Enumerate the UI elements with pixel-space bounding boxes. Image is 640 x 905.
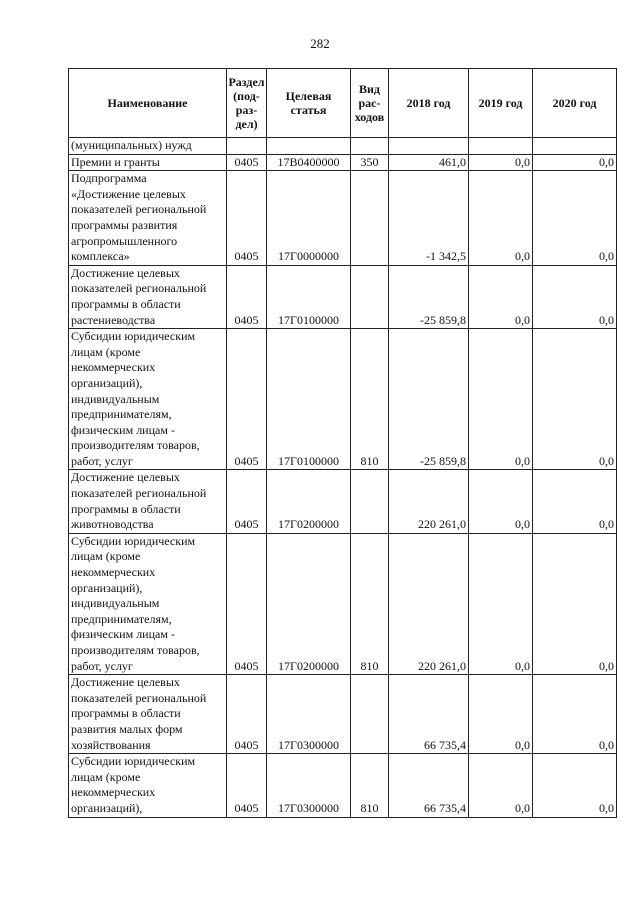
- header-target: Целевая статья: [267, 69, 351, 138]
- header-2019: 2019 год: [469, 69, 533, 138]
- table-row: [69, 754, 617, 817]
- row-section: 0405: [227, 533, 267, 674]
- table-row: [69, 675, 617, 754]
- row-target: 17Г0100000: [267, 265, 351, 328]
- table-row: [69, 138, 617, 155]
- row-type: [351, 470, 389, 533]
- row-target: 17Г0300000: [267, 675, 351, 754]
- table-row: [69, 171, 617, 266]
- header-name: Наименование: [69, 69, 227, 138]
- row-type: [351, 138, 389, 155]
- row-2020: 0,0: [533, 265, 617, 328]
- row-2019: 0,0: [469, 675, 533, 754]
- row-2018: 66 735,4: [389, 675, 469, 754]
- row-target: 17В0400000: [267, 154, 351, 171]
- row-2019: [469, 138, 533, 155]
- row-target: 17Г0100000: [267, 329, 351, 470]
- row-target: 17Г0200000: [267, 470, 351, 533]
- row-name: Достижение целевых показателей региональной программы в области растениеводства: [69, 265, 227, 328]
- row-2018: [389, 138, 469, 155]
- row-target: 17Г0200000: [267, 533, 351, 674]
- row-type: 810: [351, 329, 389, 470]
- row-type: [351, 675, 389, 754]
- row-type: 810: [351, 754, 389, 817]
- row-2020: 0,0: [533, 470, 617, 533]
- row-2019: 0,0: [469, 265, 533, 328]
- row-2018: 220 261,0: [389, 470, 469, 533]
- row-2019: 0,0: [469, 154, 533, 171]
- row-section: 0405: [227, 329, 267, 470]
- row-2020: 0,0: [533, 754, 617, 817]
- table-row: [69, 265, 617, 328]
- header-2020: 2020 год: [533, 69, 617, 138]
- row-2019: 0,0: [469, 329, 533, 470]
- table-row: [69, 470, 617, 533]
- row-type: [351, 265, 389, 328]
- row-2018: -25 859,8: [389, 265, 469, 328]
- page-number: 282: [310, 36, 330, 51]
- row-2020: 0,0: [533, 171, 617, 266]
- row-section: 0405: [227, 470, 267, 533]
- row-2018: 461,0: [389, 154, 469, 171]
- row-name: (муниципальных) нужд: [69, 138, 227, 155]
- row-2018: 66 735,4: [389, 754, 469, 817]
- row-name: Достижение целевых показателей региональной программы в области животноводства: [69, 470, 227, 533]
- header-type: Вид рас- ходов: [351, 69, 389, 138]
- row-section: 0405: [227, 675, 267, 754]
- header-section: Раздел (под- раз- дел): [227, 69, 267, 138]
- row-section: 0405: [227, 265, 267, 328]
- row-section: [227, 138, 267, 155]
- table-row: [69, 329, 617, 470]
- row-target: 17Г0300000: [267, 754, 351, 817]
- row-2019: 0,0: [469, 533, 533, 674]
- row-name: Субсидии юридическим лицам (кроме некоммерческих организаций), индивидуальным предпринимателям, физическим лицам - производителям товаров, работ, услуг: [69, 533, 227, 674]
- row-2020: 0,0: [533, 329, 617, 470]
- row-type: 350: [351, 154, 389, 171]
- row-target: 17Г0000000: [267, 171, 351, 266]
- row-section: 0405: [227, 171, 267, 266]
- row-2019: 0,0: [469, 754, 533, 817]
- row-2019: 0,0: [469, 171, 533, 266]
- budget-table: [68, 68, 617, 818]
- row-section: 0405: [227, 154, 267, 171]
- row-2020: 0,0: [533, 533, 617, 674]
- row-target: [267, 138, 351, 155]
- row-section: 0405: [227, 754, 267, 817]
- row-name: Премии и гранты: [69, 154, 227, 171]
- row-2018: 220 261,0: [389, 533, 469, 674]
- row-2020: 0,0: [533, 675, 617, 754]
- row-name: Достижение целевых показателей региональной программы в области развития малых форм хозяйствования: [69, 675, 227, 754]
- header-2018: 2018 год: [389, 69, 469, 138]
- row-type: 810: [351, 533, 389, 674]
- row-2020: [533, 138, 617, 155]
- row-type: [351, 171, 389, 266]
- row-2020: 0,0: [533, 154, 617, 171]
- row-name: Субсидии юридическим лицам (кроме некоммерческих организаций), индивидуальным предпринимателям, физическим лицам - производителям товаров, работ, услуг: [69, 329, 227, 470]
- row-2019: 0,0: [469, 470, 533, 533]
- table-row: [69, 533, 617, 674]
- table-header-row: [69, 69, 617, 138]
- row-name: Подпрограмма «Достижение целевых показателей региональной программы развития агропромышленного комплекса»: [69, 171, 227, 266]
- row-name: Субсидии юридическим лицам (кроме некоммерческих организаций),: [69, 754, 227, 817]
- row-2018: -25 859,8: [389, 329, 469, 470]
- row-2018: -1 342,5: [389, 171, 469, 266]
- table-row: [69, 154, 617, 171]
